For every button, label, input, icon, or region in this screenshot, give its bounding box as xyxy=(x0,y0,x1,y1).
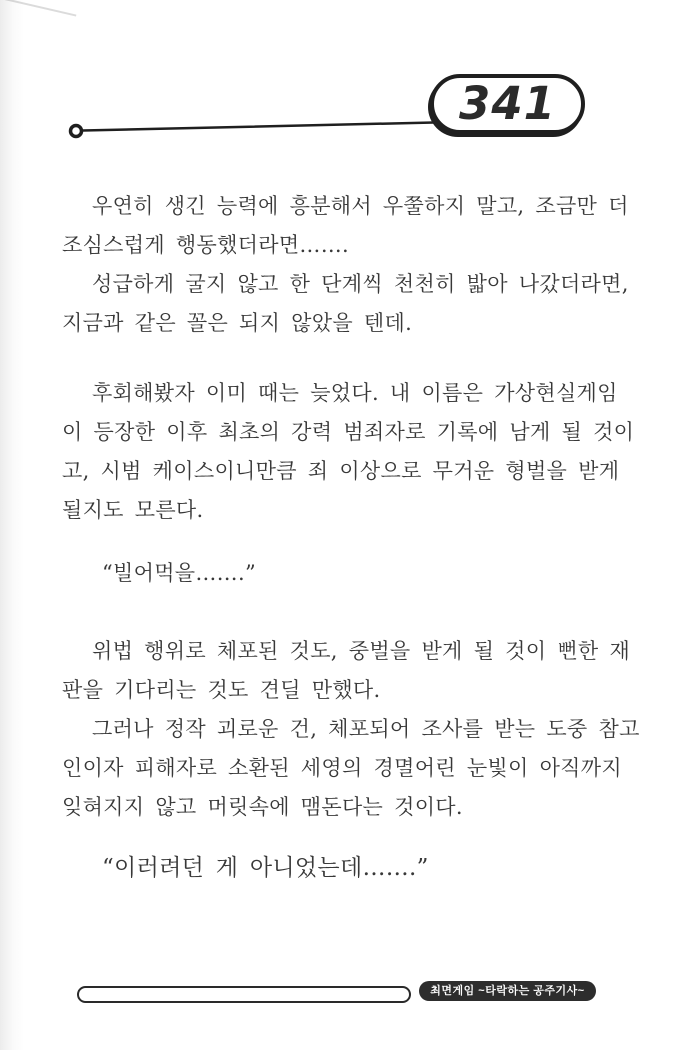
text-line: 지금과 같은 꼴은 되지 않았을 텐데. xyxy=(62,311,413,335)
text-line: 고, 시범 케이스이니만큼 죄 이상으로 무거운 형벌을 받게 xyxy=(62,459,620,483)
dialogue-line: “빌어먹을…….” xyxy=(102,561,256,585)
text-line: 위법 행위로 체포된 것도, 중벌을 받게 될 것이 뻔한 재 xyxy=(92,639,631,663)
text-line: 인이자 피해자로 소환된 세영의 경멸어린 눈빛이 아직까지 xyxy=(62,756,622,780)
text-line: 성급하게 굴지 않고 한 단계씩 천천히 밟아 나갔더라면, xyxy=(92,272,629,296)
body-text xyxy=(62,187,640,890)
text-line: 그러나 정작 괴로운 건, 체포되어 조사를 받는 도중 참고 xyxy=(92,717,640,741)
footer-rule-pill xyxy=(77,986,411,1003)
page-number: 341 xyxy=(459,76,556,130)
text-line: 될지도 모른다. xyxy=(62,498,204,522)
text-line: 판을 기다리는 것도 견딜 만했다. xyxy=(62,678,381,702)
text-line: 후회해봤자 이미 때는 늦었다. 내 이름은 가상현실게임 xyxy=(92,381,618,405)
text-line: 이 등장한 이후 최초의 강력 범죄자로 기록에 남게 될 것이 xyxy=(62,420,635,444)
series-title-badge: 최면게임 ~타락하는 공주기사~ xyxy=(419,981,596,1001)
text-line: 조심스럽게 행동했더라면……. xyxy=(62,233,349,257)
dialogue-line: “이러려던 게 아니었는데…….” xyxy=(102,855,429,881)
page-number-pill xyxy=(430,74,585,134)
text-line: 우연히 생긴 능력에 흥분해서 우쭐하지 말고, 조금만 더 xyxy=(92,194,629,218)
text-line: 잊혀지지 않고 머릿속에 맴돈다는 것이다. xyxy=(62,795,463,819)
